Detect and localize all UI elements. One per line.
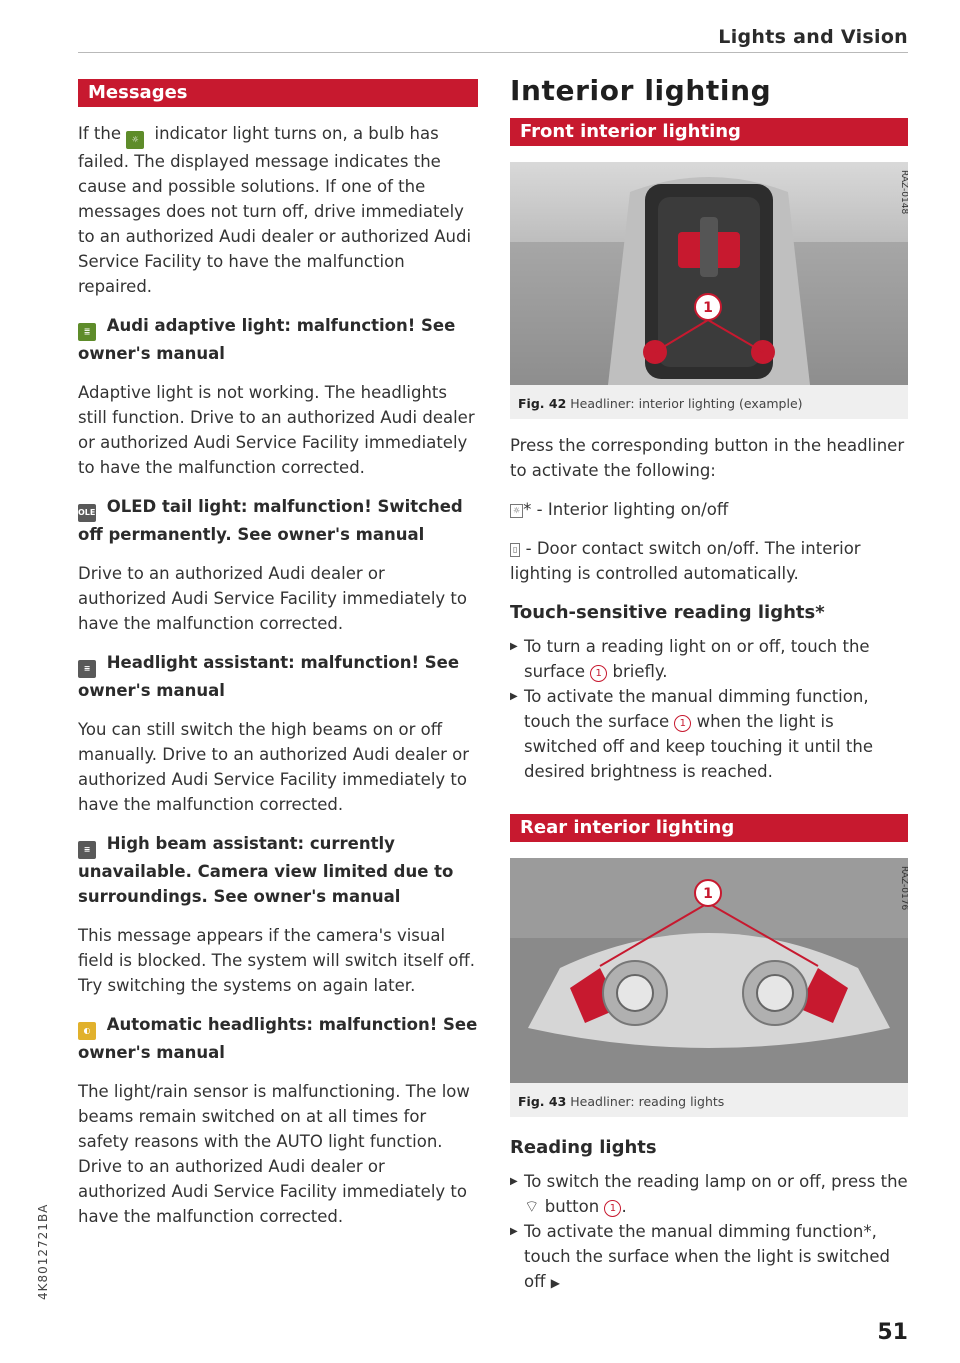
page-title: Interior lighting [510,74,772,107]
reading-heading: Reading lights [510,1137,657,1158]
list-item: ▶ To turn a reading light on or off, touch the surface 1 briefly. [510,634,908,684]
callout-ref-icon: 1 [590,665,607,682]
touch-heading: Touch-sensitive reading lights* [510,602,825,623]
front-item-interior: ☼ * - Interior lighting on/off [510,497,908,522]
page-number: 51 [877,1320,908,1345]
figure-label: Fig. 42 [518,396,567,411]
rear-lighting-bar: Rear interior lighting [510,814,908,842]
message-body: You can still switch the high beams on or off manually. Drive to an authorized Audi dealer or authorized Audi Service Facility immediately to have the malfunction corrected. [78,720,470,814]
adaptive-light-icon: ≣ [78,323,96,341]
figure-caption-text: Headliner: interior lighting (example) [570,396,803,411]
figure-caption [510,389,908,419]
touch-steps [510,634,908,784]
message-body: Adaptive light is not working. The headlights still function. Drive to an authorized Audi dealer or authorized Audi Service Facility immediately to have the malfunction corrected. [78,383,475,477]
front-intro: Press the corresponding button in the headliner to activate the following: [510,436,905,480]
message-body: Drive to an authorized Audi dealer or authorized Audi Service Facility immediately to have the malfunction corrected. [78,564,467,633]
messages-section-bar: Messages [78,79,478,107]
front-lighting-bar: Front interior lighting [510,118,908,146]
message-title: Automatic headlights: malfunction! See owner's manual [78,1015,478,1062]
door-contact-icon: ▯ [510,543,520,557]
document-code: 4K8012721BA [36,1203,50,1300]
figure-code: RAZ-0176 [899,866,908,911]
bulb-indicator-icon: ☼ [126,131,144,149]
list-item: ▶ To activate the manual dimming function, touch the surface 1 when the light is switched off and keep touching it until the desired brightness is reached. [510,684,908,784]
callout-label: 1 [703,300,713,316]
figure-caption-text: Headliner: reading lights [570,1094,725,1109]
intro-before: If the [78,124,121,143]
left-column [78,79,478,1229]
continue-arrow-icon: ▶ [550,1276,560,1290]
rear-lighting-illustration [510,858,908,1083]
callout-label: 1 [703,886,713,902]
right-column [510,72,908,1296]
reading-steps [510,1169,908,1296]
list-item: ▶ To switch the reading lamp on or off, press the ⌔ button 1 . [510,1169,908,1219]
message-title: OLED tail light: malfunction! Switched off permanently. See owner's manual [78,497,463,544]
message-body: The light/rain sensor is malfunctioning. The low beams remain switched on at all times for safety reasons with the AUTO light function. Drive to an authorized Audi dealer or authorized Audi Service Facility immediately to have the malfunction corrected. [78,1082,470,1226]
figure-label: Fig. 43 [518,1094,567,1109]
front-item-door: ▯ - Door contact switch on/off. The interior lighting is controlled automatically. [510,539,861,583]
callout-ref-icon: 1 [604,1200,621,1217]
figure-front-lighting [510,162,908,419]
list-item: ▶ To activate the manual dimming function*, touch the surface when the light is switched off ▶ [510,1219,908,1296]
figure-code: RAZ-0148 [899,170,908,215]
headlight-auto-icon: ≡ [78,660,96,678]
oled-icon: OLED [78,504,96,522]
message-title: High beam assistant: currently unavailable. Camera view limited due to surroundings. See owner's manual [78,834,454,906]
figure-caption [510,1087,908,1117]
message-heading [78,650,478,703]
figure-rear-lighting [510,858,908,1117]
message-body: This message appears if the camera's visual field is blocked. The system will switch itself off. Try switching the systems on again later. [78,926,475,995]
auto-headlight-icon: ◐ [78,1022,96,1040]
message-heading [78,494,478,547]
intro-paragraph [78,121,478,299]
running-header: Lights and Vision [718,26,908,48]
intro-after: indicator light turns on, a bulb has failed. The displayed message indicates the cause and possible solutions. If one of the messages does not turn off, drive immediately to an authorized Audi dealer or authorized Audi Service Facility to have the malfunction repaired. [78,124,472,296]
reading-lamp-icon: ⌔ [524,1197,540,1216]
interior-light-icon: ☼ [510,504,523,518]
message-heading [78,1012,478,1065]
message-heading [78,313,478,366]
message-title: Headlight assistant: malfunction! See owner's manual [78,653,460,700]
callout-ref-icon: 1 [674,715,691,732]
header-rule [78,52,908,53]
front-lighting-illustration [510,162,908,385]
high-beam-auto-icon: ≡ [78,841,96,859]
message-title: Audi adaptive light: malfunction! See owner's manual [78,316,456,363]
message-heading [78,831,478,909]
